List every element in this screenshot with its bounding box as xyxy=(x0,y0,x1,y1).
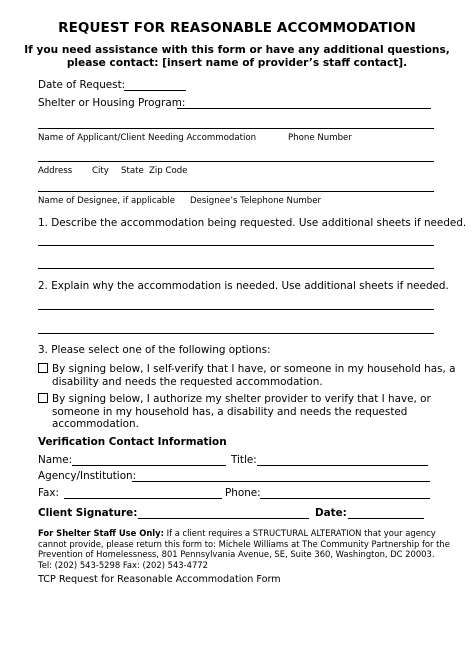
shelter-program-field[interactable] xyxy=(177,108,431,109)
question-2-answer-line[interactable] xyxy=(38,309,434,310)
option-provider-verify-text-3: accommodation. xyxy=(52,418,139,430)
client-signature-label: Client Signature: xyxy=(38,507,138,519)
form-name: TCP Request for Reasonable Accommodation Form xyxy=(38,574,281,585)
applicant-name-field[interactable] xyxy=(38,128,434,129)
staff-use-note-line-4: Tel: (202) 543-5298 Fax: (202) 543-4772 xyxy=(38,559,208,570)
staff-use-note xyxy=(38,528,448,570)
city-label: City xyxy=(92,166,109,176)
shelter-program-label: Shelter or Housing Program: xyxy=(38,97,186,109)
fax-label: Fax: xyxy=(38,487,60,499)
agency-label: Agency/Institution: xyxy=(38,470,137,482)
option-self-verify-text-2: disability and needs the requested accommodation. xyxy=(52,376,323,388)
fax-field[interactable] xyxy=(64,498,222,499)
agency-field[interactable] xyxy=(132,481,430,482)
staff-use-note-line-3: Prevention of Homelessness, 801 Pennsylvania Avenue, SE, Suite 360, Washington, DC 20003. xyxy=(38,549,435,560)
question-3: 3. Please select one of the following options: xyxy=(38,344,271,356)
phone-number-label: Phone Number xyxy=(288,133,352,143)
applicant-name-label: Name of Applicant/Client Needing Accommodation xyxy=(38,133,257,143)
signature-date-label: Date: xyxy=(315,507,347,519)
designee-name-label: Name of Designee, if applicable xyxy=(38,196,176,206)
address-field[interactable] xyxy=(38,161,434,162)
question-2-answer-line[interactable] xyxy=(38,333,434,334)
intro-line-1: If you need assistance with this form or have any additional questions, xyxy=(24,44,450,56)
verification-title-field[interactable] xyxy=(257,465,428,466)
staff-use-label: For Shelter Staff Use Only: xyxy=(38,528,164,538)
zip-code-label: Zip Code xyxy=(149,166,188,176)
staff-use-note-line-2: cannot provide, please return this form to: Michele Williams at The Community Partnership for the xyxy=(38,538,450,549)
verification-phone-field[interactable] xyxy=(260,498,430,499)
question-1: 1. Describe the accommodation being requested. Use additional sheets if needed. xyxy=(38,217,467,229)
option-provider-verify[interactable] xyxy=(38,393,431,405)
state-label: State xyxy=(121,166,144,176)
date-of-request-label: Date of Request: xyxy=(38,79,126,91)
staff-use-note-line-1 xyxy=(38,528,448,539)
option-provider-verify-text-2: someone in my household has, a disability and needs the requested xyxy=(52,406,408,418)
question-1-answer-line[interactable] xyxy=(38,268,434,269)
verification-title-label: Title: xyxy=(231,454,257,466)
option-self-verify[interactable] xyxy=(38,363,456,375)
staff-use-text: If a client requires a STRUCTURAL ALTERATION that your agency xyxy=(163,528,436,538)
designee-field[interactable] xyxy=(38,191,434,192)
signature-date-field[interactable] xyxy=(348,518,424,519)
intro-line-2: please contact: [insert name of provider’s staff contact]. xyxy=(66,57,408,69)
verification-name-field[interactable] xyxy=(72,465,226,466)
provider-verify-checkbox[interactable] xyxy=(38,393,48,403)
designee-phone-label: Designee’s Telephone Number xyxy=(190,196,322,206)
option-provider-verify-text: By signing below, I authorize my shelter provider to verify that I have, or xyxy=(52,393,431,405)
address-label: Address xyxy=(38,166,73,176)
self-verify-checkbox[interactable] xyxy=(38,363,48,373)
option-self-verify-text: By signing below, I self-verify that I have, or someone in my household has, a xyxy=(52,363,456,375)
verification-name-label: Name: xyxy=(38,454,73,466)
question-2: 2. Explain why the accommodation is needed. Use additional sheets if needed. xyxy=(38,280,449,292)
question-1-answer-line[interactable] xyxy=(38,245,434,246)
date-of-request-field[interactable] xyxy=(124,90,186,91)
verification-phone-label: Phone: xyxy=(225,487,261,499)
client-signature-field[interactable] xyxy=(138,518,309,519)
form-title: REQUEST FOR REASONABLE ACCOMMODATION xyxy=(58,20,416,36)
verification-heading: Verification Contact Information xyxy=(38,436,227,448)
